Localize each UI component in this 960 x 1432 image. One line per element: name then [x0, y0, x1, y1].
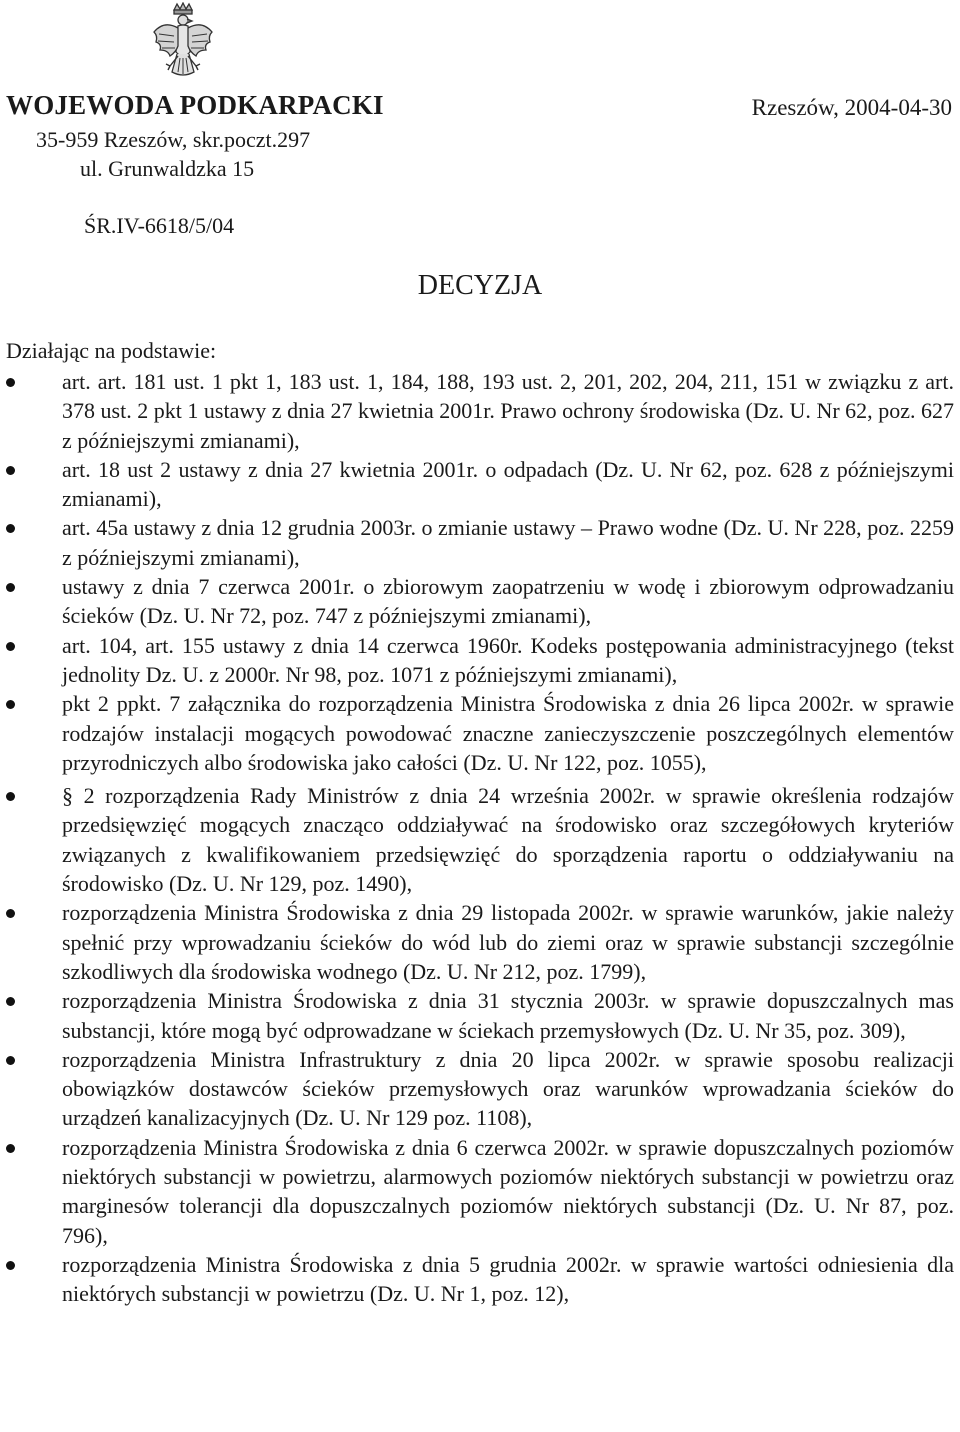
place-and-date: Rzeszów, 2004-04-30 — [751, 95, 952, 120]
list-item: art. 104, art. 155 ustawy z dnia 14 czerwca 1960r. Kodeks postępowania administracyjnego (tekst jednolity Dz. U. z 2000r. Nr 98, poz. 1071 z późniejszymi zmianami), — [0, 631, 956, 690]
list-item: rozporządzenia Ministra Środowiska z dnia 29 listopada 2002r. w sprawie warunków, jakie należy spełnić przy wprowadzaniu ścieków do wód lub do ziemi oraz w sprawie substancji szczególnie szkodliwych dla środowiska wodnego (Dz. U. Nr 212, poz. 1799), — [0, 898, 956, 986]
reference-number: ŚR.IV-6618/5/04 — [84, 213, 235, 238]
list-item: rozporządzenia Ministra Środowiska z dnia 31 stycznia 2003r. w sprawie dopuszczalnych mas substancji, które mogą być odprowadzane w ściekach przemysłowych (Dz. U. Nr 35, poz. 309), — [0, 986, 956, 1045]
legal-basis-list — [0, 367, 956, 1309]
organization-name: WOJEWODA PODKARPACKI — [6, 90, 384, 120]
address-line-2: ul. Grunwaldzka 15 — [80, 156, 255, 181]
list-item: art. 18 ust 2 ustawy z dnia 27 kwietnia 2001r. o odpadach (Dz. U. Nr 62, poz. 628 z późniejszymi zmianami), — [0, 455, 956, 514]
address-line-1: 35-959 Rzeszów, skr.poczt.297 — [36, 127, 311, 152]
list-item: rozporządzenia Ministra Środowiska z dnia 5 grudnia 2002r. w sprawie wartości odniesienia dla niektórych substancji w powietrzu (Dz. U. Nr 1, poz. 12), — [0, 1250, 956, 1309]
list-item: ustawy z dnia 7 czerwca 2001r. o zbiorowym zaopatrzeniu w wodę i zbiorowym odprowadzaniu ścieków (Dz. U. Nr 72, poz. 747 z późniejszymi zmianami), — [0, 572, 956, 631]
list-item: § 2 rozporządzenia Rady Ministrów z dnia 24 września 2002r. w sprawie określenia rodzajów przedsięwzięć mogących znacząco oddziaływać na środowisko oraz szczegółowych kryteriów związanych z kwalifikowaniem przedsięwzięć do sporządzenia raportu o oddziaływaniu na środowisko (Dz. U. Nr 129, poz. 1490), — [0, 781, 956, 898]
list-item: art. 45a ustawy z dnia 12 grudnia 2003r. o zmianie ustawy – Prawo wodne (Dz. U. Nr 228, poz. 2259 z późniejszymi zmianami), — [0, 513, 956, 572]
list-item: art. art. 181 ust. 1 pkt 1, 183 ust. 1, 184, 188, 193 ust. 2, 201, 202, 204, 211, 151 w związku z art. 378 ust. 2 pkt 1 ustawy z dnia 27 kwietnia 2001r. Prawo ochrony środowiska (Dz. U. Nr 62, poz. 627 z późniejszymi zmianami), — [0, 367, 956, 455]
eagle-emblem-icon — [150, 2, 216, 92]
list-item: rozporządzenia Ministra Środowiska z dnia 6 czerwca 2002r. w sprawie dopuszczalnych poziomów niektórych substancji w powietrzu, alarmowych poziomów niektórych substancji w powietrzu oraz marginesów tolerancji dla dopuszczalnych poziomów niektórych substancji (Dz. U. Nr 87, poz. 796), — [0, 1133, 956, 1250]
list-item: rozporządzenia Ministra Infrastruktury z dnia 20 lipca 2002r. w sprawie sposobu realizacji obowiązków dostawców ścieków przemysłowych oraz warunków wprowadzania ścieków do urządzeń kanalizacyjnych (Dz. U. Nr 129 poz. 1108), — [0, 1045, 956, 1133]
intro-text: Działając na podstawie: — [6, 338, 217, 363]
document-title: DECYZJA — [417, 270, 543, 301]
list-item: pkt 2 ppkt. 7 załącznika do rozporządzenia Ministra Środowiska z dnia 26 lipca 2002r. w sprawie rodzajów instalacji mogących powodować znaczne zanieczyszczenie poszczególnych elementów przyrodniczych albo środowiska jako całości (Dz. U. Nr 122, poz. 1055), — [0, 689, 956, 777]
